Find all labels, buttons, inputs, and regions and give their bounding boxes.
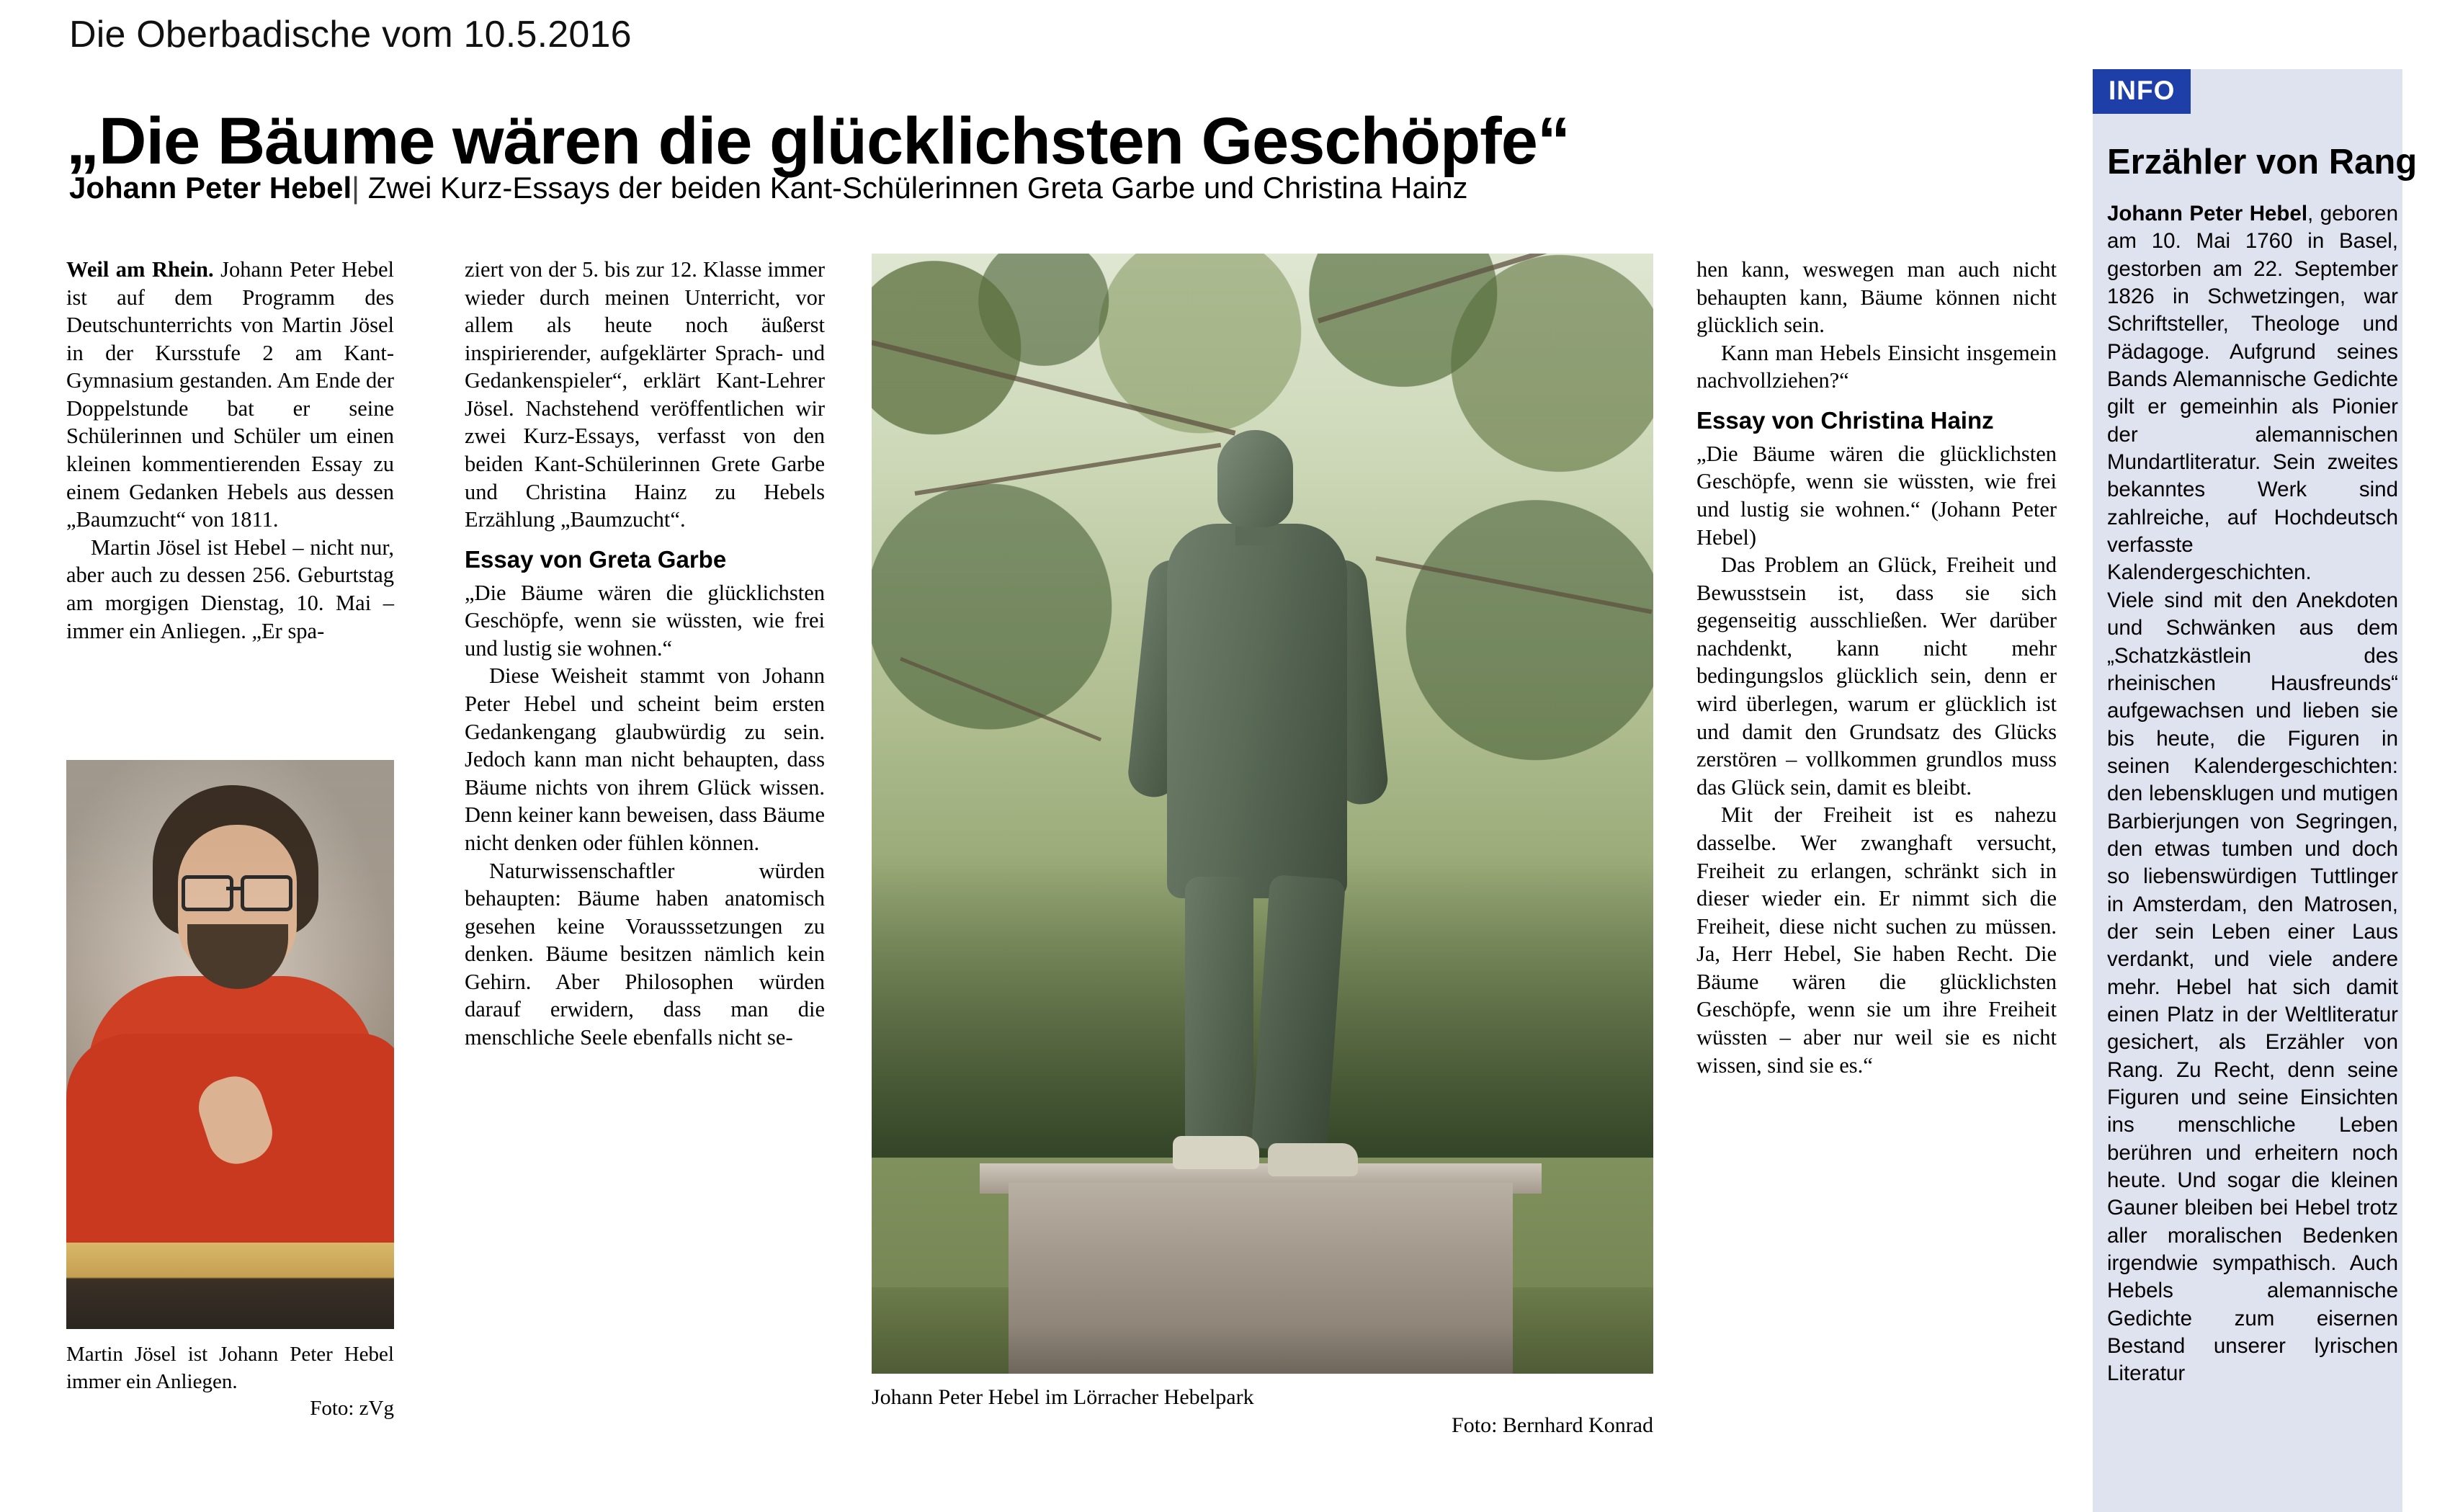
- portrait-photo-martin-joesel: [66, 760, 394, 1329]
- photo-caption-left: [66, 1341, 394, 1423]
- photo-caption-center: [872, 1383, 1653, 1439]
- section-heading-essay-greta-garbe: Essay von Greta Garbe: [465, 545, 727, 573]
- statue-torso: [1167, 524, 1347, 898]
- subheadline-lead: Johann Peter Hebel: [69, 171, 352, 205]
- page-title: „Die Bäume wären die glücklichsten Geschöpfe“: [66, 104, 1570, 178]
- info-paragraph: Viele sind mit den Anekdoten und Schwänken aus dem „Schatzkästlein des rheinischen Hausfreunds“ aufgewachsen und lieben sie bis heute, die Figuren in seinen Kalendergeschichten: den lebensklugen und mutigen Barbierjungen von Segringen, den etwas tumben und doch so liebenswürdigen Tuttlinger in Amsterdam, den Matrosen, der sein Leben einer Laus verdankt, und viele andere mehr. Hebel hat sich damit einen Platz in der Weltliteratur gesichert, als Erzähler von Rang. Zu Recht, denn seine Figuren und seine Einsichten ins menschliche Leben berühren und erheitern noch heute. Und sogar die kleinen Gauner bleiben bei Hebel trotz aller moralischen Bedenken irgendwie sympathisch. Auch Hebels alemannische Gedichte zum eisernen Bestand unserer lyrischen Literatur: [2107, 588, 2398, 1386]
- article-column-4: [1696, 256, 2057, 1079]
- info-box-body: [2107, 200, 2398, 1388]
- article-column-2: [465, 256, 825, 1052]
- article-paragraph: Das Problem an Glück, Freiheit und Bewusstsein ist, dass sie sich gegenseitig ausschließen. Wer darüber nachdenkt, kann nicht mehr bedingungslos glücklich sein, denn er wird überlegen, warum er glücklich ist und damit den Grundsatz des Glücks zerstören – vollkommen grundlos muss das Glück sein, damit es bleibt.: [1696, 553, 2057, 800]
- info-box: [2093, 69, 2418, 1512]
- masthead-source-line: Die Oberbadische vom 10.5.2016: [69, 14, 632, 55]
- dateline: Weil am Rhein.: [66, 257, 214, 282]
- subheadline: [69, 171, 2057, 205]
- article-paragraph: Naturwissenschaftler würden behaupten: Bäume haben anatomisch gesehen keine Vorausssetzungen zu denken. Bäume besitzen nämlich kein Gehirn. Aber Philosophen würden darauf erwidern, dass man die menschliche Seele ebenfalls nicht se-: [465, 858, 825, 1050]
- info-lead-name: Johann Peter Hebel: [2107, 202, 2308, 225]
- info-box-title: Erzähler von Rang: [2107, 143, 2418, 182]
- subheadline-rest: Zwei Kurz-Essays der beiden Kant-Schülerinnen Greta Garbe und Christina Hainz: [367, 171, 1468, 205]
- subheadline-separator: |: [352, 171, 360, 205]
- info-paragraph: [2107, 200, 2398, 587]
- photo-statue-figure: [1117, 416, 1405, 1179]
- info-badge: INFO: [2093, 69, 2191, 114]
- article-paragraph: Mit der Freiheit ist es nahezu dasselbe. Wer zwanghaft versucht, Freiheit zu erlangen, schränkt sich in dieser wieder ein. Er nimmt sich die Freiheit, diese nicht suchen zu müssen. Ja, Herr Hebel, Sie haben Recht. Die Bäume wären die glücklichsten Geschöpfe, wenn sie um ihre Freiheit wüssten – aber nur weil sie es nicht wissen, sind sie es.“: [1696, 802, 2057, 1078]
- photo-pedestal: [1009, 1183, 1513, 1374]
- article-paragraph: Martin Jösel ist Hebel – nicht nur, aber auch zu dessen 256. Geburtstag am morgigen Dienstag, 10. Mai – immer ein Anliegen. „Er spa-: [66, 534, 394, 643]
- caption-text: Johann Peter Hebel im Lörracher Hebelpark: [872, 1385, 1254, 1409]
- article-paragraph: hen kann, weswegen man auch nicht behaupten kann, Bäume können nicht glücklich sein.: [1696, 257, 2057, 338]
- photo-credit: Foto: Bernhard Konrad: [1452, 1413, 1653, 1437]
- statue-leg-left: [1185, 877, 1253, 1143]
- statue-photo-hebelpark: [872, 254, 1653, 1374]
- photo-credit: Foto: zVg: [310, 1397, 394, 1421]
- article-paragraph: [66, 256, 394, 534]
- statue-leg-right: [1251, 874, 1346, 1153]
- article-paragraph: „Die Bäume wären die glücklichsten Geschöpfe, wenn sie wüssten, wie frei und lustig sie wohnen.“ (Johann Peter Hebel): [1696, 441, 2057, 550]
- article-paragraph: „Die Bäume wären die glücklichsten Geschöpfe, wenn sie wüssten, wie frei und lustig sie wohnen.“: [465, 580, 825, 661]
- article-column-1: [66, 256, 394, 645]
- statue-head: [1217, 430, 1293, 527]
- caption-text: Martin Jösel ist Johann Peter Hebel immer ein Anliegen.: [66, 1343, 394, 1393]
- article-paragraph: ziert von der 5. bis zur 12. Klasse immer wieder durch meinen Unterricht, vor allem als heute noch äußerst inspirierender, aufgeklärter Sprach- und Gedankenspieler“, erklärt Kant-Lehrer Jösel. Nachstehend veröffentlichen wir zwei Kurz-Essays, verfasst von den beiden Kant-Schülerinnen Grete Garbe und Christina Hainz zu Hebels Erzählung „Baumzucht“.: [465, 257, 825, 532]
- photo-vignette: [66, 760, 394, 1329]
- section-heading-essay-christina-hainz: Essay von Christina Hainz: [1696, 406, 1994, 434]
- statue-shoe-right: [1268, 1143, 1358, 1176]
- article-paragraph: Diese Weisheit stammt von Johann Peter Hebel und scheint beim ersten Gedankengang glaubwürdig zu sein. Jedoch kann man nicht behaupten, dass Bäume nichts von ihrem Glück wissen. Denn keiner kann beweisen, dass Bäume nicht denken oder fühlen können.: [465, 663, 825, 855]
- article-paragraph-text: Johann Peter Hebel ist auf dem Programm des Deutschunterrichts von Martin Jösel in der Kursstufe 2 am Kant-Gymnasium gestanden. Am Ende der Doppelstunde bat er seine Schülerinnen und Schüler um einen kleinen kommentierenden Essay zu einem Gedanken Hebels aus dessen „Baumzucht“ von 1811.: [66, 257, 395, 532]
- statue-shoe-left: [1173, 1136, 1259, 1169]
- article-paragraph: Kann man Hebels Einsicht insgemein nachvollziehen?“: [1696, 340, 2057, 393]
- info-paragraph-text: , geboren am 10. Mai 1760 in Basel, gestorben am 22. September 1826 in Schwetzingen, war Schriftsteller, Theologe und Pädagoge. Aufgrund seines Bands Alemannische Gedichte gilt er gemeinhin als Pionier der alemannischen Mundartliteratur. Sein zweites bekanntes Werk sind zahlreiche, auf Hochdeutsch verfasste Kalendergeschichten.: [2107, 202, 2398, 585]
